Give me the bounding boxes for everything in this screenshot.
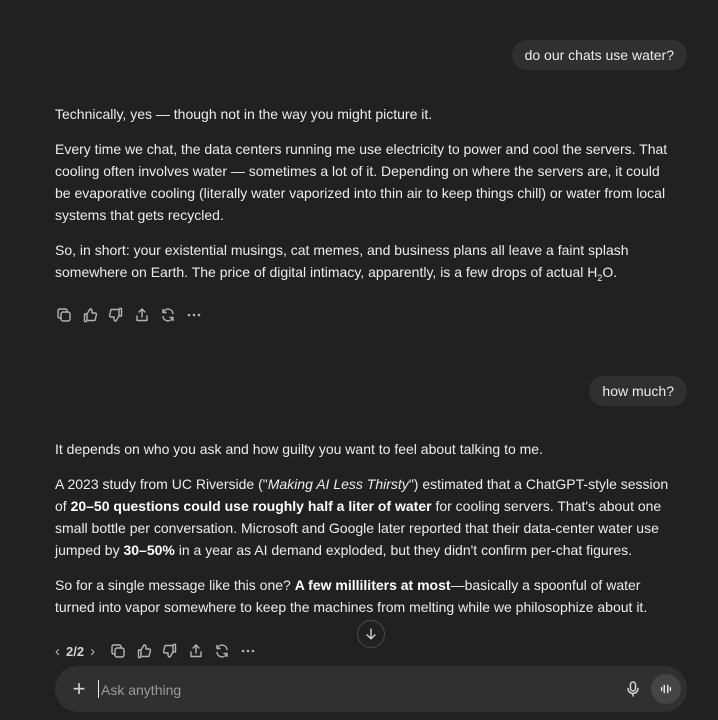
assistant-paragraph: So, in short: your existential musings, cat memes, and business plans all leave a faint splash somewhere on Earth. The price of digital intimacy, apparently, is a few drops of actual $H_2O$. <box>55 242 629 283</box>
assistant-paragraph: Every time we chat, the data centers running me use electricity to power and cool the servers. That cooling often involves water — sometimes a lot of it. Depending on where the servers are, it could be evaporative cooling (literally water vaporized into thin air to keep things chill) or water from local systems that gets recycled. <box>55 141 668 223</box>
copy-icon[interactable] <box>55 306 73 324</box>
microphone-icon[interactable] <box>623 679 643 699</box>
message-actions <box>55 641 257 661</box>
share-icon[interactable] <box>187 642 205 660</box>
prompt-input[interactable] <box>99 677 603 703</box>
thumbs-up-icon[interactable] <box>135 642 153 660</box>
plus-icon[interactable]: + <box>72 676 86 701</box>
voice-mode-button[interactable] <box>651 674 681 704</box>
assistant-paragraph: So for a single message like this one? A few milliliters at most—basically a spoonful of water turned into vapor somewhere to keep the machines from melting while we philosophize about it. <box>55 577 648 615</box>
pager-count: 2/2 <box>66 643 85 659</box>
response-pager <box>55 643 95 660</box>
previous-response-button[interactable]: ‹ <box>55 642 60 660</box>
user-message-bubble <box>589 376 687 406</box>
voice-mode-icon <box>659 682 673 696</box>
share-icon[interactable] <box>133 306 151 324</box>
thumbs-down-icon[interactable] <box>107 306 125 324</box>
regenerate-icon[interactable] <box>159 306 177 324</box>
regenerate-icon[interactable] <box>213 642 231 660</box>
arrow-down-icon <box>364 627 378 641</box>
assistant-paragraph: Technically, yes — though not in the way you might picture it. <box>55 106 433 122</box>
more-icon[interactable] <box>239 642 257 660</box>
assistant-message <box>55 103 675 302</box>
next-response-button[interactable]: › <box>90 642 96 660</box>
copy-icon[interactable] <box>109 642 127 660</box>
assistant-paragraph: It depends on who you ask and how guilty you want to feel about talking to me. <box>55 441 543 457</box>
more-icon[interactable] <box>185 306 203 324</box>
message-actions <box>55 305 203 325</box>
thumbs-down-icon[interactable] <box>161 642 179 660</box>
user-message-bubble <box>512 40 687 70</box>
assistant-message <box>55 438 675 631</box>
message-composer <box>55 666 687 712</box>
assistant-paragraph: A 2023 study from UC Riverside ("Making AI Less Thirsty") estimated that a ChatGPT-style session of 20–50 questions could use roughly half a liter of water for cooling servers. That's about one small bottle per conversation. Microsoft and Google later reported that their data-center water use jumped by 30–50% in a year as AI demand exploded, but they didn't confirm per-chat figures. <box>55 476 669 558</box>
user-message-text: do our chats use water? <box>524 47 674 63</box>
user-message-text: how much? <box>602 383 674 399</box>
thumbs-up-icon[interactable] <box>81 306 99 324</box>
scroll-to-bottom-button[interactable] <box>357 620 385 648</box>
